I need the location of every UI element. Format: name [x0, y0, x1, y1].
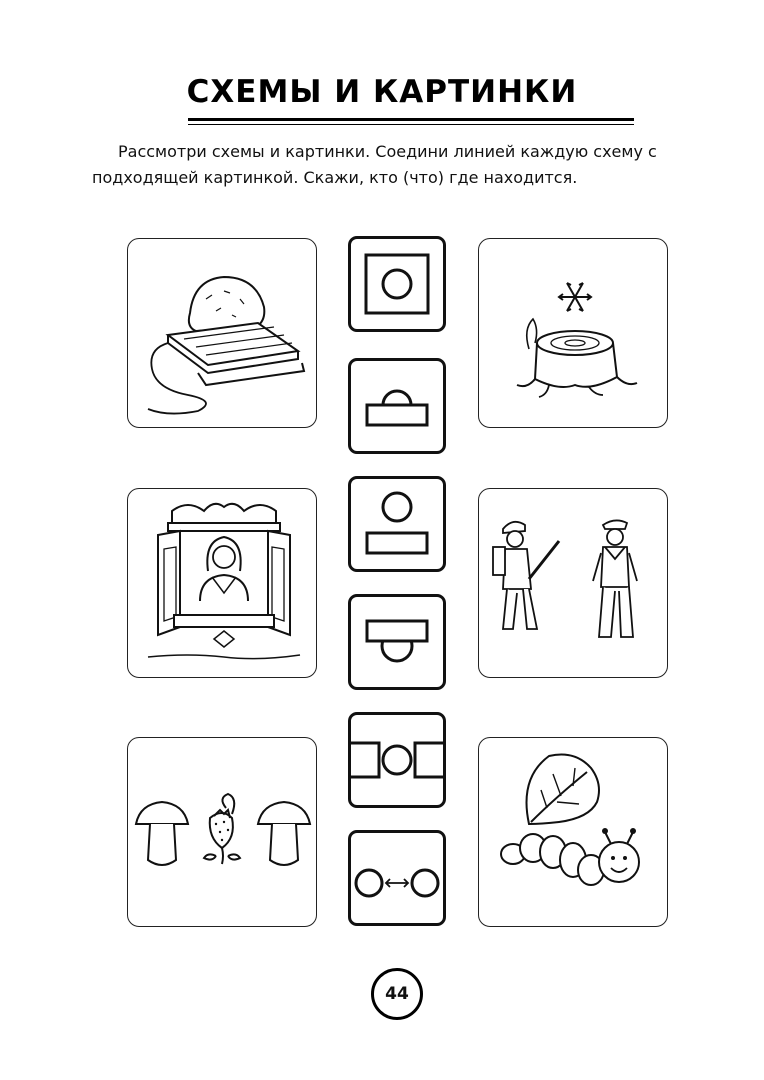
caterpillar-under-leaf-icon	[479, 738, 669, 928]
scheme-card-above[interactable]	[348, 476, 446, 572]
page-title: СХЕМЫ И КАРТИНКИ	[186, 74, 578, 110]
soldier-and-sailor-icon	[479, 489, 669, 679]
instruction-line-2: подходящей картинкой. Скажи, кто (что) где находится.	[92, 168, 578, 187]
picture-card-window[interactable]	[127, 488, 317, 678]
grandmother-in-window-icon	[128, 489, 318, 679]
scheme-card-beside[interactable]	[348, 830, 446, 926]
two-circles-arrow-icon	[351, 833, 443, 923]
snowflake-above-stump-icon	[479, 239, 669, 429]
circle-above-rectangle-icon	[351, 479, 443, 569]
scheme-card-below[interactable]	[348, 594, 446, 690]
picture-card-caterpillar[interactable]	[478, 737, 668, 927]
scheme-card-inside[interactable]	[348, 236, 446, 332]
circle-between-rectangles-icon	[351, 715, 443, 805]
picture-card-mushrooms[interactable]	[127, 737, 317, 927]
picture-card-sled[interactable]	[127, 238, 317, 428]
instruction-text	[92, 139, 732, 191]
page-number: 44	[371, 968, 423, 1020]
semicircle-on-rectangle-icon	[351, 361, 443, 451]
sled-under-stone-icon	[128, 239, 318, 429]
instruction-line-1: Рассмотри схемы и картинки. Соедини линией каждую схему с	[118, 142, 657, 161]
title-underline	[188, 118, 634, 121]
circle-inside-square-icon	[351, 239, 443, 329]
scheme-card-on-top[interactable]	[348, 358, 446, 454]
picture-card-stump[interactable]	[478, 238, 668, 428]
picture-card-boys[interactable]	[478, 488, 668, 678]
circle-below-rectangle-icon	[351, 597, 443, 687]
scheme-card-between[interactable]	[348, 712, 446, 808]
title-underline-thin	[188, 124, 634, 125]
strawberry-between-mushrooms-icon	[128, 738, 318, 928]
